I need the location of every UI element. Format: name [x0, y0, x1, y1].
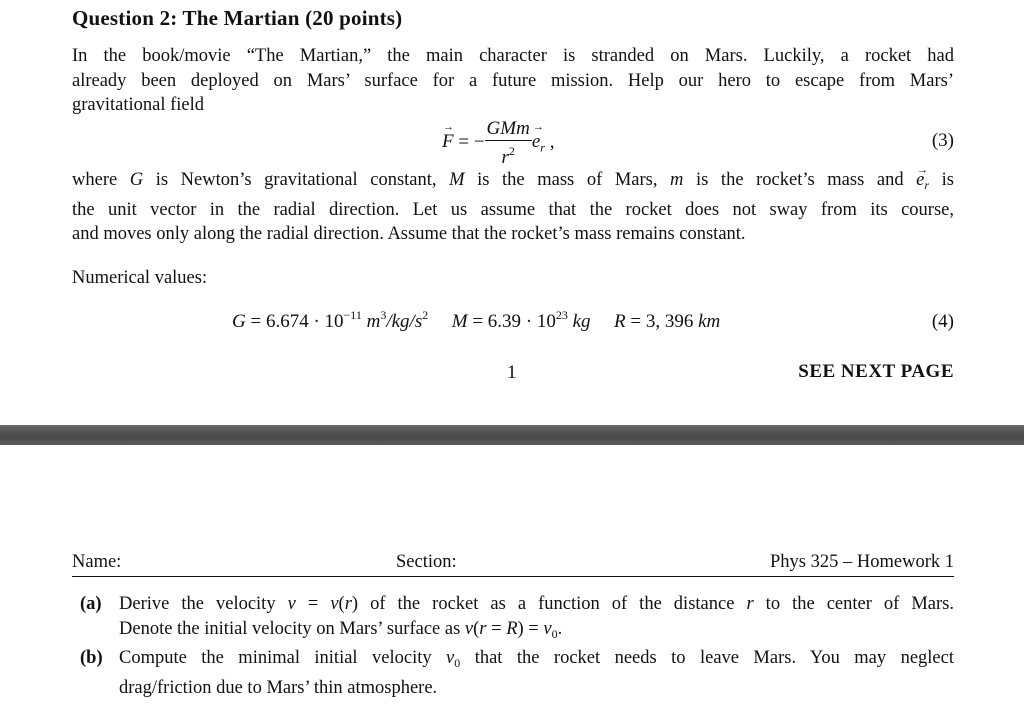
part-a-label: (a) — [80, 594, 102, 614]
description-line-3: and moves only along the radial direction. Assume that the rocket’s mass remains constant. — [72, 224, 746, 244]
page-number: 1 — [507, 362, 517, 383]
page-separator — [0, 425, 1024, 445]
part-a-text — [119, 592, 954, 646]
intro-line-1: In the book/movie “The Martian,” the main character is stranded on Mars. Luckily, a rocket had — [72, 46, 954, 66]
part-b-text — [119, 646, 954, 700]
part-a — [80, 592, 954, 646]
part-b — [80, 646, 954, 700]
see-next-page: SEE NEXT PAGE — [798, 361, 954, 382]
part-a-line-1: Derive the velocity v = v(r) of the rocket as a function of the distance r to the center of Mars. — [119, 594, 955, 614]
equation-3-row — [72, 118, 954, 172]
equation-4-number: (4) — [931, 311, 954, 332]
name-label: Name: — [72, 552, 122, 572]
part-a-line-2: Denote the initial velocity on Mars’ surface as $v(r = R) = v_0$. — [119, 618, 563, 641]
page-header — [72, 552, 954, 577]
part-b-label: (b) — [80, 648, 103, 668]
description-line-2: the unit vector in the radial direction. Let us assume that the rocket does not sway from its course, — [72, 199, 954, 220]
equation-3: → F = − $\frac{\text{GMm}}{r^2}$ → $e_r$ , — [442, 118, 554, 168]
intro-paragraph — [72, 44, 954, 118]
part-b-line-2: drag/friction due to Mars’ thin atmosphere. — [119, 677, 438, 698]
numerical-values-heading: Numerical values: — [72, 268, 208, 288]
description-line-1: where G is Newton’s gravitational constant, M is the mass of Mars, m is the rocket’s mass and → $e_r$ is — [72, 168, 954, 198]
intro-line-3: gravitational field — [72, 95, 205, 115]
description-paragraph — [72, 168, 954, 247]
course-label: Phys 325 – Homework 1 — [770, 552, 954, 572]
numerical-values-equation: $G = 6.674 \cdot 10^{-11}$ $m^3/kg/s^2$ $M = 6.39 \cdot 10^{23}$ kg R = 3, 396 km — [232, 308, 721, 332]
question-title: Question 2: The Martian (20 points) — [72, 6, 403, 30]
question-parts — [80, 592, 954, 700]
equation-3-number: (3) — [931, 130, 954, 151]
part-b-line-1: Compute the minimal initial velocity $v_0$ that the rocket needs to leave Mars. You may neglect — [119, 648, 954, 670]
intro-line-2: already been deployed on Mars’ surface for a future mission. Help our hero to escape from Mars’ — [72, 70, 954, 91]
section-label: Section: — [396, 552, 457, 572]
